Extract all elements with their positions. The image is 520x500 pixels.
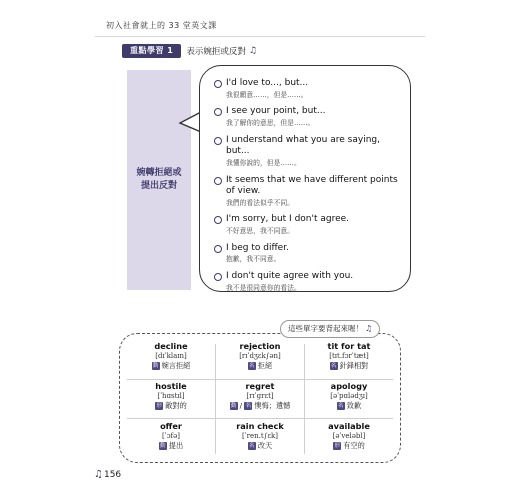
part-of-speech-badge: 動 — [230, 402, 237, 409]
vocab-definition: 敵對的 — [165, 400, 187, 410]
circle-bullet-icon — [214, 108, 222, 116]
vocab-definition: 懊悔；遺憾 — [254, 400, 291, 410]
side-label: 婉轉拒絕或 提出反對 — [136, 167, 182, 191]
phrase-chinese: 抱歉，我不同意。 — [226, 255, 281, 264]
circle-bullet-icon — [214, 216, 222, 224]
vocab-definition: 有空的 — [343, 440, 365, 450]
music-note-icon: ♫ — [248, 46, 257, 56]
vocab-ipa: [əˈpɑlədʒɪ] — [330, 391, 368, 400]
vocab-ipa: [əˈveləbl] — [332, 431, 366, 440]
phrase-item — [214, 214, 404, 235]
phrase-chinese: 不好意思，我不同意。 — [226, 226, 294, 235]
phrase-chinese: 我不是很同意你的看法。 — [226, 283, 301, 292]
phrase-item — [214, 78, 404, 99]
vocab-definition: 提出 — [168, 440, 184, 450]
part-of-speech-badge: 名 — [249, 442, 255, 449]
vocab-word: apology — [330, 381, 368, 391]
vocab-entry — [305, 382, 393, 410]
vocab-ipa: [rɪˈgrɛt] — [246, 391, 274, 400]
vocab-entry — [305, 342, 393, 370]
part-of-speech-badge: 名 — [330, 362, 337, 369]
phrase-item — [214, 271, 404, 292]
vocab-word: rain check — [236, 421, 284, 431]
vocab-word: hostile — [155, 381, 187, 391]
vocab-ipa: [tɪt.fɔrˈtæt] — [329, 351, 369, 360]
part-of-speech-badge: 名 — [338, 402, 344, 409]
vocab-ipa: [dɪˈklaɪn] — [155, 351, 187, 360]
vocab-ipa: [ˈhɑstɪl] — [157, 391, 185, 400]
phrase-item — [214, 175, 404, 208]
vocab-entry — [127, 342, 215, 370]
circle-bullet-icon — [214, 177, 222, 185]
vocab-definition: 婉言拒絕 — [161, 360, 191, 370]
circle-bullet-icon — [214, 80, 222, 88]
phrase-english: I'm sorry, but I don't agree. — [226, 214, 350, 225]
part-of-speech-badge: 形 — [156, 402, 162, 409]
phrase-english: I don't quite agree with you. — [226, 271, 354, 282]
vocab-entry — [305, 422, 393, 450]
phrase-english: I'd love to..., but... — [226, 78, 309, 88]
vocab-entry — [127, 382, 215, 410]
grid-divider — [127, 418, 393, 419]
vocab-word: decline — [154, 341, 188, 351]
page-number — [94, 469, 121, 480]
vocabulary-tag — [280, 320, 380, 338]
vocab-definition: 針鋒相對 — [339, 360, 369, 370]
vocabulary-tag-text: 這些單字要背起來喔！ — [288, 324, 363, 333]
vocab-ipa: [rɪˈdʒɛk∫ən] — [239, 351, 281, 360]
vocab-entry — [127, 422, 215, 450]
phrase-english: I beg to differ. — [226, 242, 289, 253]
section-title: 表示婉拒或反對 — [186, 47, 246, 57]
running-head: 初入社會就上的 33 堂英文課 — [106, 21, 217, 30]
music-note-icon: ♫ — [94, 469, 103, 480]
part-of-speech-badge: 名 — [249, 362, 255, 369]
vocab-word: regret — [245, 381, 275, 391]
phrase-chinese: 我懂你說的，但是……。 — [226, 158, 301, 167]
vocab-word: offer — [160, 421, 182, 431]
part-of-speech-badge: 動 — [160, 442, 166, 449]
vocabulary-grid — [127, 340, 393, 458]
header-divider — [95, 36, 425, 37]
phrase-english: I see your point, but... — [226, 106, 326, 117]
vocab-ipa: [ˈren.t∫ɛk] — [242, 431, 278, 440]
music-note-icon: ♫ — [365, 324, 373, 333]
part-of-speech-badge: 名 — [245, 402, 252, 409]
phrase-chinese: 我們的看法似乎不同。 — [226, 198, 294, 207]
vocab-entry — [216, 382, 304, 410]
section-heading — [122, 44, 257, 58]
vocab-definition: 致歉 — [346, 400, 362, 410]
phrase-english: It seems that we have different points of view. — [226, 174, 398, 197]
vocab-ipa: [ˈɔfə] — [161, 431, 181, 440]
phrase-chinese: 我了解你的意思，但是……。 — [226, 118, 315, 127]
section-badge: 重點學習 1 — [122, 44, 181, 58]
vocab-word: rejection — [239, 341, 281, 351]
vocab-definition: 拒絕 — [257, 360, 273, 370]
vocab-entry — [216, 422, 304, 450]
pos-separator: / — [239, 400, 245, 410]
page-number-text: 156 — [103, 470, 122, 480]
part-of-speech-badge: 動 — [152, 362, 159, 369]
grid-divider — [127, 379, 393, 380]
speech-bubble — [199, 65, 411, 292]
phrase-english: I understand what you are saying, but... — [226, 134, 380, 157]
vocab-definition: 改天 — [257, 440, 273, 450]
vocab-word: available — [328, 421, 370, 431]
phrase-item — [214, 135, 404, 168]
part-of-speech-badge: 形 — [334, 442, 340, 449]
phrase-item — [214, 106, 404, 127]
phrase-chinese: 我很願意……，但是……。 — [226, 90, 308, 99]
vocab-entry — [216, 342, 304, 370]
circle-bullet-icon — [214, 273, 222, 281]
phrase-item — [214, 243, 404, 264]
side-label-band — [127, 70, 191, 290]
vocab-word: tit for tat — [327, 341, 371, 351]
circle-bullet-icon — [214, 137, 222, 145]
circle-bullet-icon — [214, 245, 222, 253]
